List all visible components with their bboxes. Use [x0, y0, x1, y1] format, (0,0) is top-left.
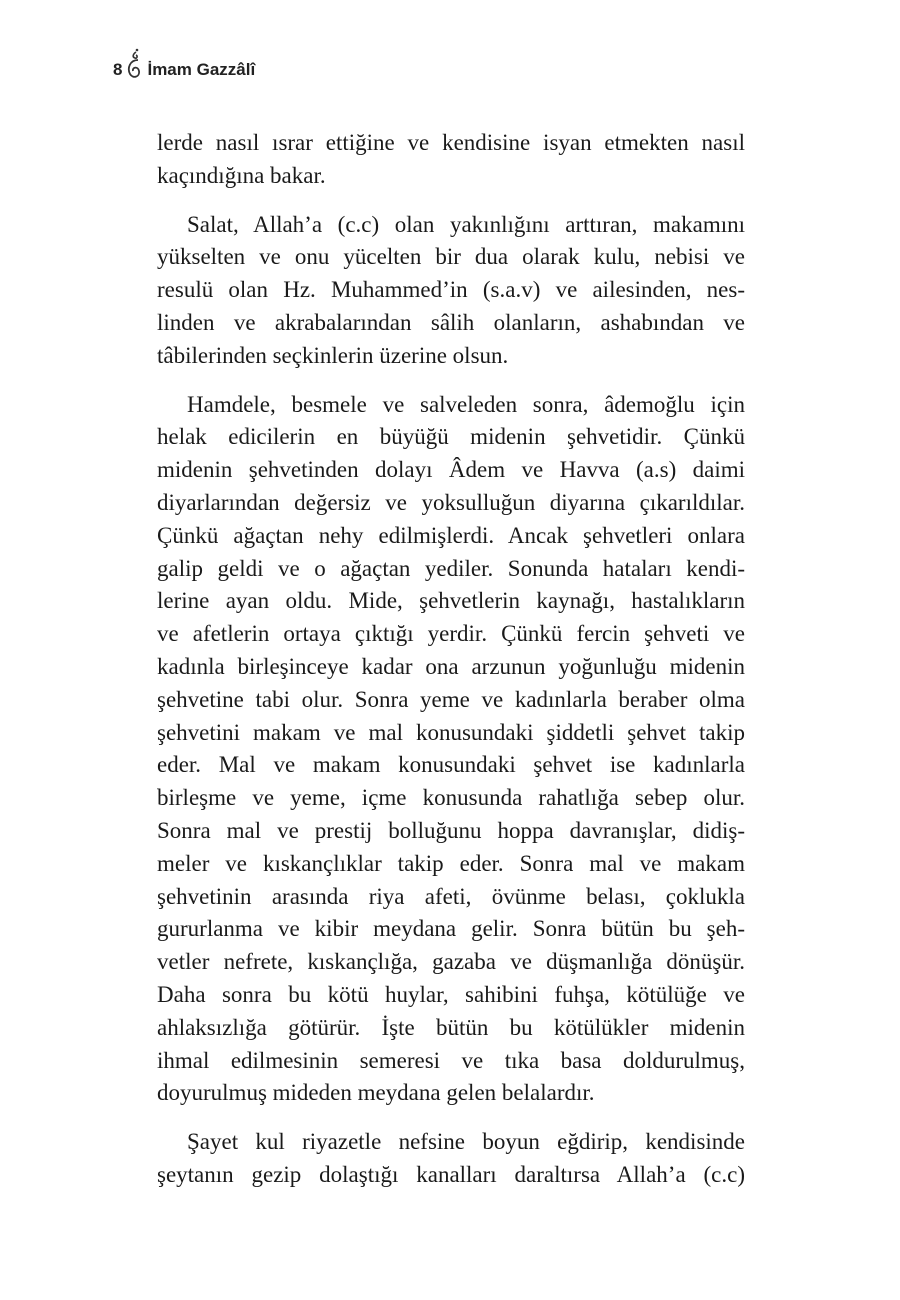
text-line: şeytanın gezip dolaştığı kanalları daraltırsa Allah’a (c.c)	[157, 1161, 745, 1187]
paragraph	[157, 209, 745, 373]
text-line: lerde nasıl ısrar ettiğine ve kendisine isyan etmekten nasıl	[157, 130, 745, 155]
page-number: 8	[113, 60, 123, 79]
text-line: ahlaksızlığa götürür. İşte bütün bu kötülükler midenin	[157, 1014, 745, 1040]
text-line: ihmal edilmesinin semeresi ve tıka basa doldurulmuş,	[157, 1047, 745, 1073]
text-line: doyurulmuş mideden meydana gelen belalardır.	[157, 1080, 595, 1106]
paragraph	[157, 127, 745, 193]
text-line: Şayet kul riyazetle nefsine boyun eğdirip, kendisinde	[187, 1129, 745, 1155]
text-line: meler ve kıskançlıklar takip eder. Sonra mal ve makam	[157, 850, 745, 876]
text-line: Salat, Allah’a (c.c) olan yakınlığını arttıran, makamını	[187, 211, 745, 237]
text-line: vetler nefrete, kıskançlığa, gazaba ve düşmanlığa dönüşür.	[157, 949, 745, 975]
text-line: gururlanma ve kibir meydana gelir. Sonra bütün bu şeh-	[157, 916, 745, 942]
text-line: resulü olan Hz. Muhammed’in (s.a.v) ve ailesinden, nes-	[157, 277, 745, 303]
paragraph	[157, 1126, 745, 1192]
text-line: ve afetlerin ortaya çıktığı yerdir. Çünkü fercin şehveti ve	[157, 621, 745, 647]
calligraphic-ornament-icon	[125, 46, 143, 86]
text-line: Daha sonra bu kötü huylar, sahibini fuhşa, kötülüğe ve	[157, 981, 745, 1007]
paragraph	[157, 389, 745, 1111]
text-line: lerine ayan oldu. Mide, şehvetlerin kaynağı, hastalıkların	[157, 588, 745, 614]
text-line: şehvetinin arasında riya afeti, övünme belası, çoklukla	[157, 883, 745, 909]
text-line: tâbilerinden seçkinlerin üzerine olsun.	[157, 342, 509, 368]
text-line: helak edicilerin en büyüğü midenin şehvetidir. Çünkü	[157, 424, 745, 450]
text-line: birleşme ve yeme, içme konusunda rahatlığa sebep olur.	[157, 785, 745, 811]
text-line: midenin şehvetinden dolayı Âdem ve Havva (a.s) daimi	[157, 457, 745, 483]
text-line: şehvetini makam ve mal konusundaki şiddetli şehvet takip	[157, 719, 745, 745]
text-line: eder. Mal ve makam konusundaki şehvet ise kadınlarla	[157, 752, 745, 778]
text-line: Çünkü ağaçtan nehy edilmişlerdi. Ancak şehvetleri onlara	[157, 522, 745, 548]
text-line: Sonra mal ve prestij bolluğunu hoppa davranışlar, didiş-	[157, 817, 745, 843]
body-text	[157, 127, 745, 1208]
text-line: linden ve akrabalarından sâlih olanların, ashabından ve	[157, 309, 745, 335]
text-line: şehvetine tabi olur. Sonra yeme ve kadınlarla beraber olma	[157, 686, 745, 712]
text-line: yükselten ve onu yücelten bir dua olarak kulu, nebisi ve	[157, 244, 745, 270]
text-line: kadınla birleşinceye kadar ona arzunun yoğunluğu midenin	[157, 653, 745, 679]
running-header	[113, 50, 255, 90]
running-title: İmam Gazzâlî	[147, 60, 256, 79]
text-line: Hamdele, besmele ve salveleden sonra, âdemoğlu için	[187, 391, 745, 417]
text-line: galip geldi ve o ağaçtan yediler. Sonunda hataları kendi-	[157, 555, 745, 581]
text-line: kaçındığına bakar.	[157, 162, 326, 188]
text-line: diyarlarından değersiz ve yoksulluğun diyarına çıkarıldılar.	[157, 489, 745, 515]
